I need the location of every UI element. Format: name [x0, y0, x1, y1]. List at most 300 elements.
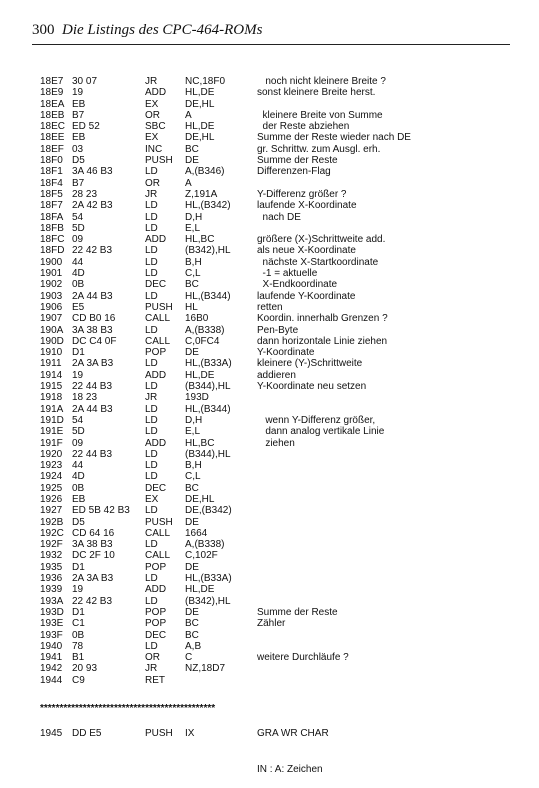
- listing-row: [40, 630, 510, 641]
- row-opcode: LD: [145, 539, 158, 551]
- row-operand: HL,DE: [185, 584, 215, 596]
- row-address: 1915: [40, 381, 63, 393]
- row-operand: BC: [185, 629, 199, 641]
- row-hex: 30 07: [72, 76, 98, 87]
- row-operand: C: [185, 652, 193, 664]
- row-comment: kleinere Breite von Summe: [257, 109, 383, 121]
- row-operand: DE,HL: [185, 493, 215, 505]
- row-address: 1935: [40, 561, 63, 573]
- row-address: 1900: [40, 256, 63, 268]
- row-hex: C1: [72, 618, 85, 630]
- row-hex: ED 52: [72, 121, 100, 133]
- row-operand: HL,(B33A): [185, 358, 232, 370]
- row-comment: als neue X-Koordinate: [257, 245, 356, 257]
- row-operand: DE: [185, 155, 199, 167]
- listing-row: [40, 652, 510, 663]
- row-address: 18EC: [40, 121, 66, 133]
- row-hex: 22 44 B3: [72, 448, 113, 460]
- row-operand: A,(B338): [185, 324, 225, 336]
- row-opcode: OR: [145, 177, 160, 189]
- row-operand: HL,(B342): [185, 200, 231, 212]
- row-address: 1906: [40, 301, 63, 313]
- row-hex: 44: [72, 256, 84, 268]
- row-comment: laufende X-Koordinate: [257, 200, 357, 212]
- row-opcode: LD: [145, 200, 158, 212]
- row-opcode: LD: [145, 414, 158, 426]
- row-hex: DC C4 0F: [72, 335, 117, 347]
- listing-row: [40, 155, 510, 166]
- row-hex: 19: [72, 369, 84, 381]
- row-address: 192B: [40, 516, 64, 528]
- assembly-listing: [40, 76, 510, 686]
- header-rule: [32, 44, 510, 45]
- row-address: 18EF: [40, 143, 64, 155]
- listing-row: [40, 471, 510, 482]
- row-hex: 0B: [72, 279, 85, 291]
- row-hex: 54: [72, 414, 84, 426]
- row-operand: (B342),HL: [185, 595, 231, 607]
- row-comment: Y-Differenz größer ?: [257, 188, 347, 200]
- row-address: 18FA: [40, 211, 64, 223]
- row-hex: 03: [72, 143, 84, 155]
- listing-row: [40, 663, 510, 674]
- row-opcode: INC: [145, 143, 163, 155]
- row-opcode: POP: [145, 347, 167, 359]
- row-opcode: JR: [145, 76, 158, 87]
- row-address: 192C: [40, 527, 64, 539]
- row-hex: 22 42 B3: [72, 595, 113, 607]
- row-operand: C,L: [185, 268, 201, 280]
- row-opcode: LD: [145, 460, 158, 472]
- row-opcode: DEC: [145, 482, 167, 494]
- row-comment: Summe der Reste wieder nach DE: [257, 132, 411, 144]
- listing-row: [40, 415, 510, 426]
- row-hex: 19: [72, 87, 84, 99]
- listing-row: [40, 76, 510, 87]
- routine-label: GRA WR CHAR: [257, 728, 329, 739]
- row-operand: A,(B338): [185, 539, 225, 551]
- listing-row: [40, 121, 510, 132]
- listing-row: [40, 392, 510, 403]
- row-address: 18F5: [40, 188, 63, 200]
- row-address: 1926: [40, 493, 63, 505]
- listing-row: [40, 87, 510, 98]
- listing-row: [40, 268, 510, 279]
- row-opcode: EX: [145, 98, 159, 110]
- row-comment: retten: [257, 301, 283, 313]
- row-operand: HL,DE: [185, 121, 215, 133]
- row-operand: D,H: [185, 414, 203, 426]
- row-comment: nächste X-Startkoordinate: [257, 256, 379, 268]
- row-operand: HL,BC: [185, 437, 215, 449]
- row-opcode: LD: [145, 381, 158, 393]
- row-opcode: PUSH: [145, 301, 173, 313]
- row-operand: C,L: [185, 471, 201, 483]
- row-operand: HL,BC: [185, 234, 215, 246]
- row-comment: dann horizontale Linie ziehen: [257, 335, 388, 347]
- listing-row: [40, 381, 510, 392]
- listing-row: [40, 347, 510, 358]
- row-operand: HL,(B344): [185, 403, 231, 415]
- row-opcode: ADD: [145, 584, 167, 596]
- row-operand: A: [185, 177, 192, 189]
- row-operand: D,H: [185, 211, 203, 223]
- row-address: 1911: [40, 358, 62, 370]
- row-address: 1932: [40, 550, 63, 562]
- row-address: 192F: [40, 539, 63, 551]
- row-address: 1942: [40, 663, 63, 675]
- row-operand: 16B0: [185, 313, 209, 325]
- row-hex: EB: [72, 132, 86, 144]
- row-hex: 3A 46 B3: [72, 166, 113, 178]
- row-comment: ziehen: [257, 437, 295, 449]
- row-address: 193E: [40, 618, 64, 630]
- separator-stars: *********************************************: [40, 703, 216, 714]
- row-hex: 2A 3A B3: [72, 573, 114, 585]
- row-operand: HL,(B33A): [185, 573, 232, 585]
- row-address: 1918: [40, 392, 63, 404]
- row-opcode: LD: [145, 245, 158, 257]
- row-comment: Y-Koordinate neu setzen: [257, 381, 367, 393]
- row-opcode: JR: [145, 392, 158, 404]
- listing-row: [40, 483, 510, 494]
- row-operand: HL,DE: [185, 87, 215, 99]
- row-opcode: LD: [145, 222, 158, 234]
- row-comment: der Reste abziehen: [257, 121, 350, 133]
- row-opcode: CALL: [145, 313, 171, 325]
- listing-row: [40, 404, 510, 415]
- listing-row: [40, 234, 510, 245]
- row-hex: D1: [72, 561, 85, 573]
- listing-row: [40, 245, 510, 256]
- row-hex: 54: [72, 211, 84, 223]
- row-address: 1944: [40, 674, 63, 686]
- row-opcode: ADD: [145, 369, 167, 381]
- row-opcode: LD: [145, 640, 158, 652]
- row-opcode: LD: [145, 211, 158, 223]
- row-hex: DC 2F 10: [72, 550, 115, 562]
- row-operand: E,L: [185, 222, 201, 234]
- listing-row: [40, 223, 510, 234]
- row-hex: D5: [72, 516, 85, 528]
- listing-row: [40, 279, 510, 290]
- row-comment: Differenzen-Flag: [257, 166, 331, 178]
- routine-header: [257, 704, 329, 788]
- row-operand: B,H: [185, 256, 202, 268]
- row-hex: 5D: [72, 222, 85, 234]
- row-operand: DE,(B342): [185, 505, 232, 517]
- row-opcode: LD: [145, 505, 158, 517]
- row-address: 1923: [40, 460, 63, 472]
- row-opcode: POP: [145, 618, 167, 630]
- row-comment: größere (X-)Schrittweite add.: [257, 234, 386, 246]
- row-hex: 3A 38 B3: [72, 324, 113, 336]
- row-address: 18FD: [40, 245, 65, 257]
- row-opcode: LD: [145, 448, 158, 460]
- row-opcode: EX: [145, 132, 159, 144]
- row-opcode: LD: [145, 573, 158, 585]
- row-address: 191D: [40, 414, 64, 426]
- row-address: 1910: [40, 347, 63, 359]
- row-hex: 78: [72, 640, 84, 652]
- row-comment: Summe der Reste: [257, 155, 338, 167]
- listing-row: [40, 200, 510, 211]
- row-comment: laufende Y-Koordinate: [257, 290, 356, 302]
- listing-row: [40, 607, 510, 618]
- row-address: 18EE: [40, 132, 65, 144]
- row-address: 191A: [40, 403, 64, 415]
- row-opcode: ADD: [145, 87, 167, 99]
- listing-row: [40, 212, 510, 223]
- row-opcode: RET: [145, 674, 165, 686]
- row-hex: 2A 3A B3: [72, 358, 114, 370]
- listing-row: [40, 641, 510, 652]
- row-operand: NZ,18D7: [185, 663, 226, 675]
- row-address: 191E: [40, 426, 64, 438]
- row-address: 193F: [40, 629, 63, 641]
- row-opcode: PUSH: [145, 728, 173, 739]
- row-hex: 2A 44 B3: [72, 290, 113, 302]
- row-opcode: POP: [145, 561, 167, 573]
- row-hex: 09: [72, 437, 84, 449]
- row-operand: 1664: [185, 527, 208, 539]
- row-opcode: LD: [145, 268, 158, 280]
- row-opcode: CALL: [145, 550, 171, 562]
- listing-row: [40, 550, 510, 561]
- row-hex: ED 5B 42 B3: [72, 505, 130, 517]
- row-operand: BC: [185, 618, 199, 630]
- row-hex: 28 23: [72, 188, 98, 200]
- page-title: Die Listings des CPC-464-ROMs: [62, 22, 263, 38]
- row-address: 18F7: [40, 200, 63, 212]
- listing-row: [40, 449, 510, 460]
- row-address: 1927: [40, 505, 63, 517]
- row-address: 18FB: [40, 222, 64, 234]
- listing-row: [40, 166, 510, 177]
- row-hex: 4D: [72, 471, 85, 483]
- row-address: 1945: [40, 728, 63, 739]
- row-address: 1914: [40, 369, 63, 381]
- row-comment: -1 = aktuelle: [257, 268, 318, 280]
- row-comment: kleinere (Y-)Schrittweite: [257, 358, 363, 370]
- row-comment: Pen-Byte: [257, 324, 299, 336]
- row-opcode: LD: [145, 595, 158, 607]
- row-operand: IX: [185, 728, 195, 739]
- row-opcode: SBC: [145, 121, 166, 133]
- row-opcode: LD: [145, 324, 158, 336]
- listing-row: [40, 438, 510, 449]
- row-opcode: PUSH: [145, 155, 173, 167]
- row-address: 18FC: [40, 234, 65, 246]
- row-comment: weitere Durchläufe ?: [257, 652, 349, 664]
- row-operand: E,L: [185, 426, 201, 438]
- listing-row: [40, 517, 510, 528]
- row-hex: 44: [72, 460, 84, 472]
- row-hex: E5: [72, 301, 85, 313]
- row-hex: 22 44 B3: [72, 381, 113, 393]
- row-opcode: DEC: [145, 279, 167, 291]
- page-header: [32, 22, 512, 42]
- row-opcode: LD: [145, 471, 158, 483]
- row-opcode: JR: [145, 188, 158, 200]
- listing-row: [40, 505, 510, 516]
- row-opcode: DEC: [145, 629, 167, 641]
- listing-row: [40, 596, 510, 607]
- row-operand: (B344),HL: [185, 448, 231, 460]
- row-opcode: LD: [145, 256, 158, 268]
- row-address: 1925: [40, 482, 63, 494]
- row-address: 191F: [40, 437, 63, 449]
- row-opcode: LD: [145, 290, 158, 302]
- listing-row: [40, 336, 510, 347]
- row-comment: dann analog vertikale Linie: [257, 426, 385, 438]
- row-operand: DE,HL: [185, 132, 215, 144]
- row-address: 18EA: [40, 98, 65, 110]
- row-hex: EB: [72, 98, 86, 110]
- row-operand: B,H: [185, 460, 202, 472]
- row-opcode: LD: [145, 358, 158, 370]
- row-hex: EB: [72, 493, 86, 505]
- row-address: 1902: [40, 279, 63, 291]
- row-operand: (B344),HL: [185, 381, 231, 393]
- listing-row: [40, 99, 510, 110]
- listing-row: [40, 189, 510, 200]
- row-operand: A,(B346): [185, 166, 225, 178]
- row-operand: 193D: [185, 392, 209, 404]
- row-opcode: LD: [145, 426, 158, 438]
- listing-row: [40, 325, 510, 336]
- row-address: 1924: [40, 471, 63, 483]
- listing-row: [40, 494, 510, 505]
- row-address: 1939: [40, 584, 63, 596]
- listing-row: [40, 562, 510, 573]
- row-hex: 19: [72, 584, 84, 596]
- row-comment: nach DE: [257, 211, 301, 223]
- row-hex: B7: [72, 109, 85, 121]
- listing-row: [40, 132, 510, 143]
- row-address: 1936: [40, 573, 63, 585]
- listing-row: [40, 291, 510, 302]
- row-comment: Summe der Reste: [257, 606, 338, 618]
- row-operand: A,B: [185, 640, 202, 652]
- row-comment: Y-Koordinate: [257, 347, 315, 359]
- row-hex: 0B: [72, 482, 85, 494]
- row-hex: 3A 38 B3: [72, 539, 113, 551]
- row-hex: C9: [72, 674, 85, 686]
- row-opcode: ADD: [145, 234, 167, 246]
- row-operand: BC: [185, 279, 199, 291]
- row-hex: 18 23: [72, 392, 98, 404]
- listing-row: [40, 460, 510, 471]
- row-operand: A: [185, 109, 192, 121]
- row-operand: DE: [185, 516, 199, 528]
- listing-row: [40, 358, 510, 369]
- row-opcode: PUSH: [145, 516, 173, 528]
- row-operand: BC: [185, 143, 199, 155]
- row-address: 190A: [40, 324, 64, 336]
- listing-row: [40, 539, 510, 550]
- row-operand: NC,18F0: [185, 76, 226, 87]
- row-opcode: POP: [145, 606, 167, 618]
- row-hex: 09: [72, 234, 84, 246]
- row-operand: DE,HL: [185, 98, 215, 110]
- row-opcode: CALL: [145, 335, 171, 347]
- routine-input-note: IN : A: Zeichen: [257, 764, 323, 775]
- row-comment: wenn Y-Differenz größer,: [257, 414, 376, 426]
- listing-row: [40, 528, 510, 539]
- row-hex: B7: [72, 177, 85, 189]
- row-opcode: EX: [145, 493, 159, 505]
- row-address: 190D: [40, 335, 64, 347]
- row-operand: (B342),HL: [185, 245, 231, 257]
- row-opcode: OR: [145, 109, 160, 121]
- row-address: 1940: [40, 640, 63, 652]
- row-address: 18F4: [40, 177, 63, 189]
- listing-row: [40, 573, 510, 584]
- row-operand: DE: [185, 561, 199, 573]
- listing-row: [40, 370, 510, 381]
- row-operand: DE: [185, 606, 199, 618]
- row-hex: 22 42 B3: [72, 245, 113, 257]
- row-hex: 0B: [72, 629, 85, 641]
- row-address: 193D: [40, 606, 64, 618]
- listing-row: [40, 257, 510, 268]
- row-hex: 20 93: [72, 663, 98, 675]
- row-comment: gr. Schrittw. zum Ausgl. erh.: [257, 143, 381, 155]
- row-address: 1901: [40, 268, 63, 280]
- listing-row: [40, 584, 510, 595]
- row-operand: C,0FC4: [185, 335, 220, 347]
- row-operand: HL: [185, 301, 198, 313]
- row-address: 18F1: [40, 166, 63, 178]
- row-comment: Zähler: [257, 618, 286, 630]
- row-hex: 2A 44 B3: [72, 403, 113, 415]
- row-comment: Koordin. innerhalb Grenzen ?: [257, 313, 388, 325]
- row-hex: DD E5: [72, 728, 102, 739]
- listing-row: [40, 675, 510, 686]
- row-operand: BC: [185, 482, 199, 494]
- row-comment: X-Endkoordinate: [257, 279, 338, 291]
- listing-row: [40, 144, 510, 155]
- row-hex: D5: [72, 155, 85, 167]
- row-opcode: CALL: [145, 527, 171, 539]
- row-operand: C,102F: [185, 550, 218, 562]
- row-operand: HL,DE: [185, 369, 215, 381]
- listing-row: [40, 618, 510, 629]
- row-hex: CD B0 16: [72, 313, 116, 325]
- row-hex: 2A 42 B3: [72, 200, 113, 212]
- row-hex: D1: [72, 347, 85, 359]
- listing-row: [40, 302, 510, 313]
- row-hex: CD 64 16: [72, 527, 115, 539]
- row-hex: D1: [72, 606, 85, 618]
- row-address: 1920: [40, 448, 63, 460]
- row-address: 1903: [40, 290, 63, 302]
- listing-row: [40, 313, 510, 324]
- row-address: 193A: [40, 595, 64, 607]
- row-address: 1941: [40, 652, 63, 664]
- row-comment: sonst kleinere Breite herst.: [257, 87, 376, 99]
- row-address: 18EB: [40, 109, 65, 121]
- page-number: 300: [32, 22, 55, 38]
- listing-row: [40, 110, 510, 121]
- listing-row: [40, 426, 510, 437]
- row-operand: DE: [185, 347, 199, 359]
- row-operand: HL,(B344): [185, 290, 231, 302]
- row-address: 1907: [40, 313, 63, 325]
- listing-row: [40, 178, 510, 189]
- row-address: 18E9: [40, 87, 64, 99]
